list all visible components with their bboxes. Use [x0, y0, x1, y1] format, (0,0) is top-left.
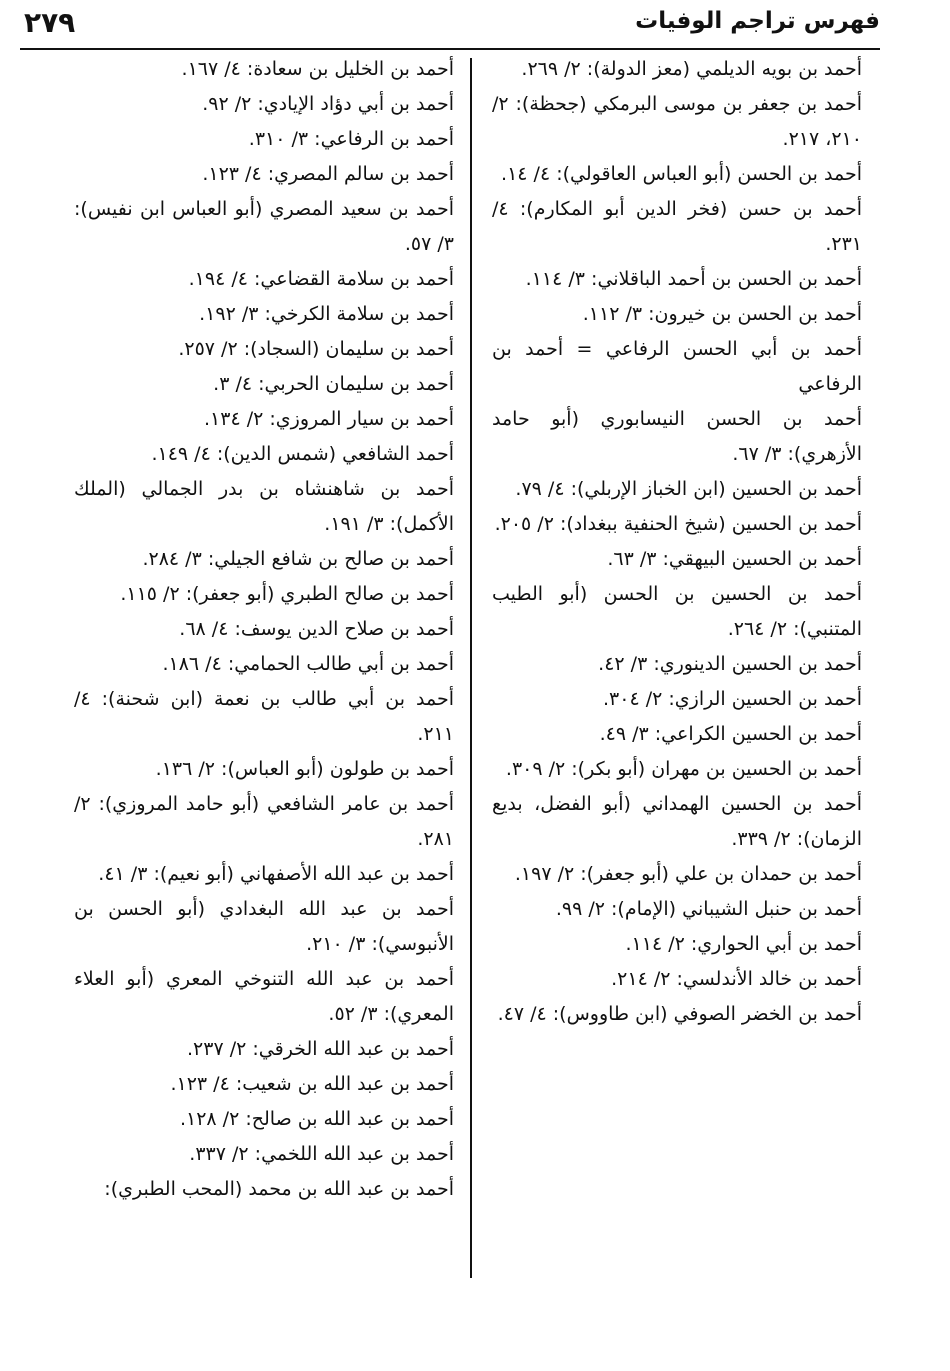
index-entry-text: أحمد بن أبي طالب بن نعمة (ابن شحنة): ٤/ ٢١١. — [74, 688, 454, 745]
index-entry-text: أحمد بن الحسين الرازي: ٢/ ٣٠٤. — [603, 688, 862, 710]
index-entry — [492, 507, 862, 542]
index-entry — [74, 402, 454, 437]
index-entry — [74, 192, 454, 262]
index-entry — [74, 1172, 454, 1207]
index-entry-text: أحمد بن عامر الشافعي (أبو حامد المروزي): ٢/ ٢٨١. — [74, 793, 454, 850]
index-entry — [492, 997, 862, 1032]
index-entry — [74, 682, 454, 752]
index-entry-text: أحمد بن حمدان بن علي (أبو جعفر): ٢/ ١٩٧. — [514, 863, 862, 885]
index-entry — [74, 542, 454, 577]
index-entry-text: أحمد بن الخضر الصوفي (ابن طاووس): ٤/ ٤٧. — [497, 1003, 862, 1025]
index-entry — [74, 297, 454, 332]
index-entry-text: أحمد بن الحسين (شيخ الحنفية ببغداد): ٢/ ٢٠٥. — [494, 513, 862, 535]
index-entry-text: أحمد بن سالم المصري: ٤/ ١٢٣. — [202, 163, 454, 185]
index-entry — [74, 472, 454, 542]
index-entry-text: أحمد بن أبي الحسن الرفاعي = أحمد بن الرفاعي — [492, 338, 862, 395]
index-entry-text: أحمد بن أبي دؤاد الإيادي: ٢/ ٩٢. — [202, 93, 454, 115]
index-entry-text: أحمد بن الحسن (أبو العباس العاقولي): ٤/ ١٤. — [501, 163, 862, 185]
index-entry — [492, 332, 862, 402]
index-entry — [492, 192, 862, 262]
index-entry-text: أحمد بن أبي الحواري: ٢/ ١١٤. — [625, 933, 862, 955]
header-rule — [20, 48, 880, 50]
index-entry — [492, 927, 862, 962]
index-entry — [492, 262, 862, 297]
index-entry — [492, 52, 862, 87]
index-entry — [74, 367, 454, 402]
index-entry-text: أحمد بن عبد الله التنوخي المعري (أبو العلاء المعري): ٣/ ٥٢. — [74, 968, 454, 1025]
index-entry — [74, 1137, 454, 1172]
index-entry — [492, 717, 862, 752]
index-entry-text: أحمد بن عبد الله بن محمد (المحب الطبري): — [104, 1178, 454, 1200]
index-entry-text: أحمد بن سلامة القضاعي: ٤/ ١٩٤. — [188, 268, 454, 290]
page-header — [20, 4, 880, 46]
index-entry-text: أحمد بن الحسن بن أحمد الباقلاني: ٣/ ١١٤. — [525, 268, 862, 290]
index-entry-text: أحمد الشافعي (شمس الدين): ٤/ ١٤٩. — [151, 443, 454, 465]
index-entry-text: أحمد بن الخليل بن سعادة: ٤/ ١٦٧. — [181, 58, 454, 80]
index-entry-text: أحمد بن الحسين الهمداني (أبو الفضل، بديع الزمان): ٢/ ٣٣٩. — [492, 793, 862, 850]
index-entry-text: أحمد بن الحسن النيسابوري (أبو حامد الأزهري): ٣/ ٦٧. — [492, 408, 862, 465]
index-entry — [74, 437, 454, 472]
index-entry — [74, 857, 454, 892]
index-entry — [74, 787, 454, 857]
index-entry — [492, 857, 862, 892]
index-entry — [492, 752, 862, 787]
index-entry-text: أحمد بن عبد الله الأصفهاني (أبو نعيم): ٣/ ٤١. — [98, 863, 454, 885]
page-number: ٢٧٩ — [24, 6, 76, 39]
index-entry — [492, 892, 862, 927]
index-entry — [74, 332, 454, 367]
index-entry — [492, 682, 862, 717]
index-entry-text: أحمد بن خالد الأندلسي: ٢/ ٢١٤. — [611, 968, 862, 990]
index-entry — [74, 612, 454, 647]
index-entry-text: أحمد بن أبي طالب الحمامي: ٤/ ١٨٦. — [162, 653, 454, 675]
index-entry-text: أحمد بن الحسين بن الحسن (أبو الطيب المتنبي): ٢/ ٢٦٤. — [492, 583, 862, 640]
index-entry-text: أحمد بن جعفر بن موسى البرمكي (جحظة): ٢/ ٢١٠، ٢١٧. — [492, 93, 862, 150]
index-entry — [74, 87, 454, 122]
index-entry-text: أحمد بن الحسين الدينوري: ٣/ ٤٢. — [598, 653, 862, 675]
index-entry — [74, 647, 454, 682]
index-entry — [492, 297, 862, 332]
index-entry-text: أحمد بن حسن (فخر الدين أبو المكارم): ٤/ ٢٣١. — [492, 198, 862, 255]
index-entry — [492, 962, 862, 997]
index-entry — [492, 542, 862, 577]
index-entry — [74, 577, 454, 612]
index-entry — [492, 647, 862, 682]
index-entry-text: أحمد بن صالح الطبري (أبو جعفر): ٢/ ١١٥. — [120, 583, 454, 605]
index-entry — [74, 122, 454, 157]
index-entry — [74, 157, 454, 192]
index-entry — [74, 962, 454, 1032]
index-entry-text: أحمد بن عبد الله اللخمي: ٢/ ٣٣٧. — [189, 1143, 454, 1165]
index-entry-text: أحمد بن سلامة الكرخي: ٣/ ١٩٢. — [199, 303, 454, 325]
index-entry-text: أحمد بن عبد الله الخرقي: ٢/ ٢٣٧. — [187, 1038, 454, 1060]
index-entry-text: أحمد بن حنبل الشيباني (الإمام): ٢/ ٩٩. — [555, 898, 862, 920]
index-entry — [74, 262, 454, 297]
index-entry-text: أحمد بن عبد الله بن صالح: ٢/ ١٢٨. — [179, 1108, 454, 1130]
index-entry — [492, 472, 862, 507]
index-entry-text: أحمد بن بويه الديلمي (معز الدولة): ٢/ ٢٦٩. — [521, 58, 862, 80]
index-entry — [492, 787, 862, 857]
index-entry-text: أحمد بن الحسين الكراعي: ٣/ ٤٩. — [599, 723, 862, 745]
index-entry — [74, 1067, 454, 1102]
index-entry-text: أحمد بن سيار المروزي: ٢/ ١٣٤. — [203, 408, 454, 430]
index-entry — [74, 752, 454, 787]
index-entry-text: أحمد بن الحسين بن مهران (أبو بكر): ٢/ ٣٠٩. — [505, 758, 862, 780]
index-entry-text: أحمد بن طولون (أبو العباس): ٢/ ١٣٦. — [155, 758, 454, 780]
running-title: فهرس تراجم الوفيات — [635, 8, 880, 34]
index-column-right — [492, 52, 862, 1032]
index-entry-text: أحمد بن الحسين البيهقي: ٣/ ٦٣. — [607, 548, 862, 570]
index-entry-text: أحمد بن عبد الله بن شعيب: ٤/ ١٢٣. — [170, 1073, 454, 1095]
index-entry — [492, 402, 862, 472]
index-entry — [492, 157, 862, 192]
index-entry — [492, 87, 862, 157]
column-divider — [470, 58, 472, 1278]
index-entry — [74, 52, 454, 87]
index-entry-text: أحمد بن الحسن بن خيرون: ٣/ ١١٢. — [582, 303, 862, 325]
index-entry-text: أحمد بن سليمان الحربي: ٤/ ٣. — [213, 373, 454, 395]
index-entry-text: أحمد بن الحسين (ابن الخباز الإربلي): ٤/ ٧٩. — [515, 478, 862, 500]
index-entry-text: أحمد بن صالح بن شافع الجيلي: ٣/ ٢٨٤. — [142, 548, 454, 570]
index-entry-text: أحمد بن عبد الله البغدادي (أبو الحسن بن الأنبوسي): ٣/ ٢١٠. — [74, 898, 454, 955]
index-entry-text: أحمد بن سليمان (السجاد): ٢/ ٢٥٧. — [178, 338, 454, 360]
index-entry — [74, 1032, 454, 1067]
index-entry — [74, 892, 454, 962]
index-entry — [74, 1102, 454, 1137]
index-entry-text: أحمد بن الرفاعي: ٣/ ٣١٠. — [248, 128, 454, 150]
index-entry-text: أحمد بن صلاح الدين يوسف: ٤/ ٦٨. — [179, 618, 454, 640]
index-entry-text: أحمد بن سعيد المصري (أبو العباس ابن نفيس): ٣/ ٥٧. — [74, 198, 454, 255]
index-column-left — [74, 52, 454, 1207]
index-entry — [492, 577, 862, 647]
index-entry-text: أحمد بن شاهنشاه بن بدر الجمالي (الملك الأكمل): ٣/ ١٩١. — [74, 478, 454, 535]
